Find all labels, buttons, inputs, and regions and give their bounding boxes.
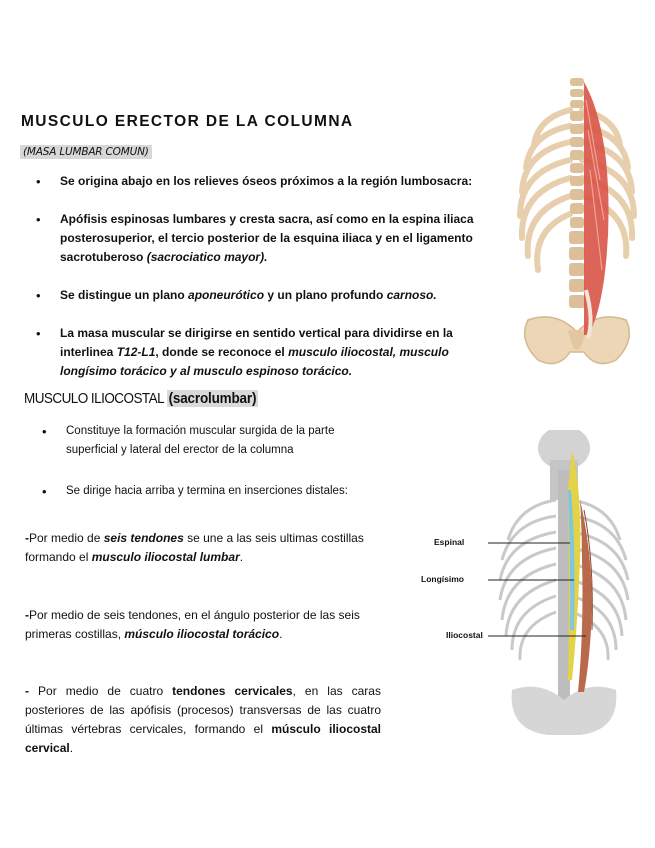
section-heading-iliocostal: MUSCULO ILIOCOSTAL (sacrolumbar) [24, 390, 257, 407]
list-item: • Se origina abajo en los relieves óseos próximos a la región lumbosacra: [22, 172, 502, 191]
paragraph-toracico: -Por medio de seis tendones, en el ángulo posterior de las seis primeras costillas, músculo iliocostal torácico. [25, 608, 360, 641]
label-longisimo: Longísimo [421, 574, 464, 584]
paragraph-cervical: - Por medio de cuatro tendones cervicales, en las caras posteriores de las apófisis (procesos) transversas de las cuatro últimas vértebras cervicales, formando el músculo iliocostal cervical. [25, 684, 381, 755]
list-item: • La masa muscular se dirigirse en sentido vertical para dividirse en la interlinea T12-L1, donde se reconoce el musculo iliocostal, musculo longísimo torácico y al musculo espinoso torácico. [22, 324, 502, 381]
erector-bullet-list [22, 172, 502, 381]
label-iliocostal: Iliocostal [446, 630, 483, 640]
iliocostal-bullet-list [28, 422, 388, 501]
erector-spinae-illustration [508, 70, 648, 390]
page-subtitle: (MASA LUMBAR COMUN) [20, 145, 152, 159]
paragraph-lumbar: -Por medio de seis tendones se une a las seis ultimas costillas formando el musculo iliocostal lumbar. [25, 531, 364, 564]
label-espinal: Espinal [434, 537, 465, 547]
list-item: • Se dirige hacia arriba y termina en inserciones distales: [28, 482, 388, 501]
list-item: • Constituye la formación muscular surgida de la parte superficial y lateral del erector de la columna [28, 422, 388, 460]
iliocostal-illustration [488, 430, 648, 740]
list-item: • Se distingue un plano aponeurótico y un plano profundo carnoso. [22, 286, 502, 305]
page-title: MUSCULO ERECTOR DE LA COLUMNA [21, 113, 354, 130]
list-item: • Apófisis espinosas lumbares y cresta sacra, así como en la espina iliaca posterosuperior, el tercio posterior de la esquina iliaca y en el ligamento sacrotuberoso (sacrociatico mayor). [22, 210, 502, 267]
